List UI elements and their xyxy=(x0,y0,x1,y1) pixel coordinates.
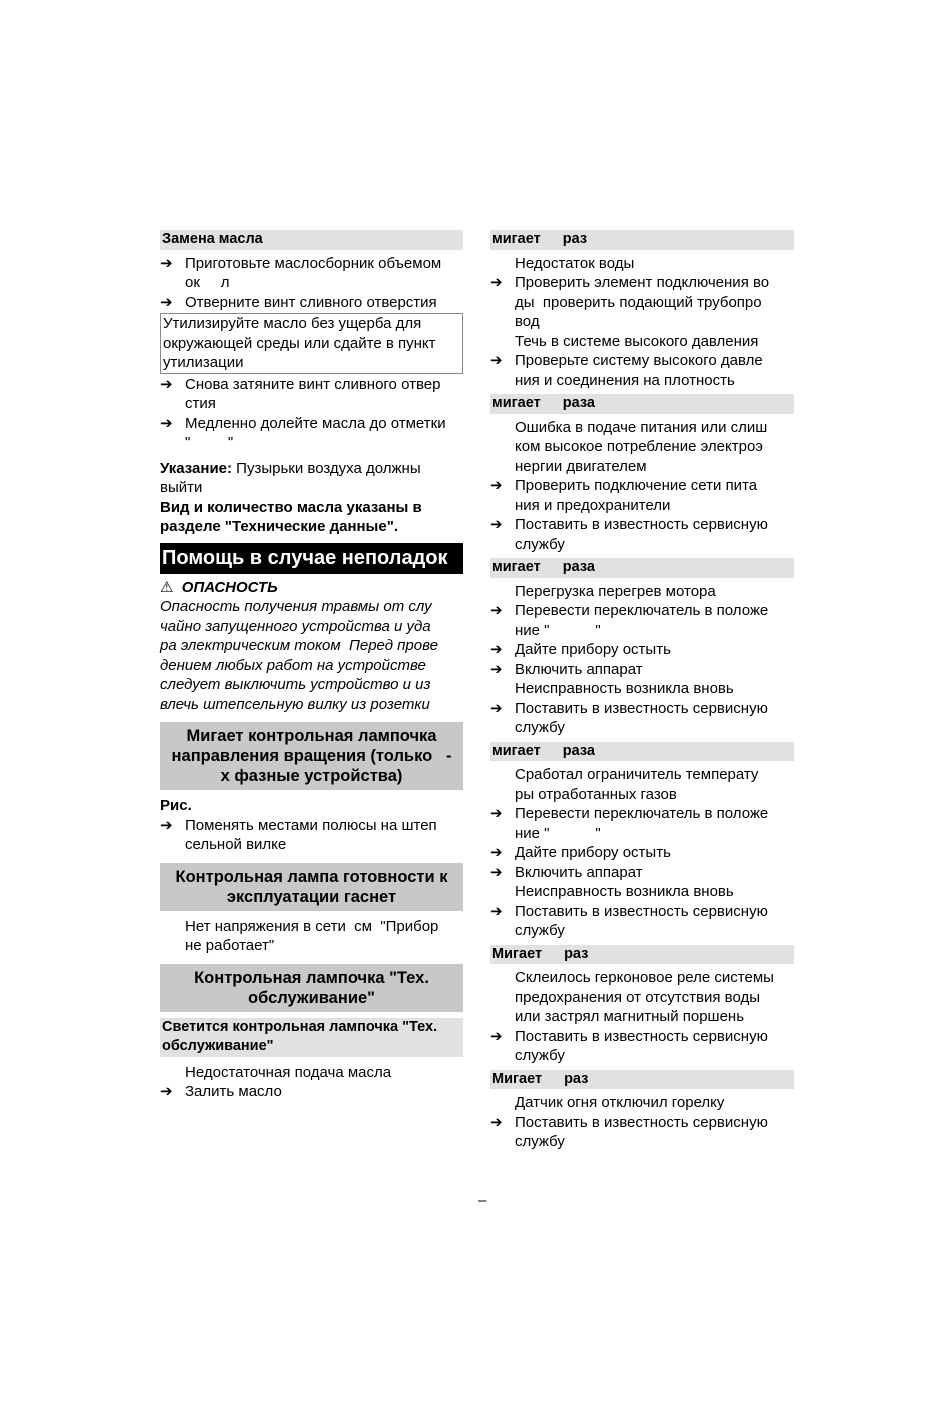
remedy-step xyxy=(490,1027,794,1066)
fault-cause: Склеилось герконовое реле системы предохранения от отсутствия воды или застрял магнитный поршень xyxy=(515,969,774,1025)
blink-code-heading xyxy=(490,230,794,250)
oil-step xyxy=(160,375,463,414)
step-text: Поставить в известность сервисную службу xyxy=(515,699,768,736)
oil-step xyxy=(160,254,463,293)
fault-cause: Неисправность возникла вновь xyxy=(515,883,734,900)
step-text: Поставить в известность сервисную службу xyxy=(515,1027,768,1064)
arrow-right-icon: ➔ xyxy=(490,699,503,717)
arrow-right-icon: ➔ xyxy=(490,805,503,822)
blink-count-label: раза xyxy=(562,395,595,411)
arrow-right-icon: ➔ xyxy=(160,414,173,432)
blink-code-heading xyxy=(490,742,794,762)
remedy-step xyxy=(490,902,794,941)
arrow-right-icon: ➔ xyxy=(490,352,503,369)
fault-cause: Недостаток воды xyxy=(515,254,635,272)
arrow-right-icon: ➔ xyxy=(490,1113,503,1131)
blink-code-block xyxy=(490,394,794,554)
arrow-right-icon: ➔ xyxy=(490,516,503,533)
blink-label: Мигает xyxy=(492,945,543,962)
remedy-step xyxy=(490,601,794,640)
rotation-lamp-heading: Мигает контрольная лампочка направления вращения (только - х фазные устройства) xyxy=(160,722,463,790)
remedy-step xyxy=(490,1113,794,1152)
step-text: Снова затяните винт сливного отвер стия xyxy=(185,375,441,412)
arrow-right-icon: ➔ xyxy=(490,863,503,881)
figure-label: Рис. xyxy=(160,797,192,814)
arrow-right-icon: ➔ xyxy=(490,660,503,678)
remedy-step xyxy=(490,804,794,843)
remedy-step xyxy=(490,843,794,863)
step-text: Поставить в известность сервисную службу xyxy=(515,516,768,553)
oil-spec-note: Вид и количество масла указаны в разделе "Технические данные". xyxy=(160,498,422,535)
arrow-right-icon: ➔ xyxy=(490,641,503,658)
service-lamp-subheading: Светится контрольная лампочка "Тех. обслуживание" xyxy=(160,1018,463,1057)
arrow-right-icon: ➔ xyxy=(160,816,173,834)
step-text: Включить аппарат xyxy=(515,660,643,678)
oil-step xyxy=(160,414,463,453)
remedy-step xyxy=(490,863,794,883)
blink-code-block xyxy=(490,742,794,941)
blink-code-block xyxy=(490,1070,794,1152)
troubleshooting-title: Помощь в случае неполадок xyxy=(160,543,463,574)
blink-count-label: раза xyxy=(562,559,595,575)
blink-code-block xyxy=(490,945,794,1066)
remedy-step xyxy=(490,699,794,738)
note-label: Указание: xyxy=(160,459,233,477)
blink-code-heading xyxy=(490,945,794,965)
step-text: Проверить элемент подключения во ды проверить подающий трубопро вод xyxy=(515,274,770,330)
service-step xyxy=(160,1082,463,1102)
blink-label: мигает xyxy=(492,559,541,575)
step-text: Поставить в известность сервисную службу xyxy=(515,902,768,939)
arrow-right-icon: ➔ xyxy=(490,477,503,494)
arrow-right-icon: ➔ xyxy=(490,902,503,920)
step-text: Проверить подключение сети пита ния и предохранители xyxy=(515,477,758,514)
arrow-right-icon: ➔ xyxy=(160,375,173,393)
blink-count-label: раза xyxy=(562,742,595,759)
fault-cause: Ошибка в подаче питания или слиш ком высокое потребление электроэ нергии двигателем xyxy=(515,418,768,475)
blink-code-heading xyxy=(490,558,794,578)
blink-code-heading xyxy=(490,1070,794,1090)
step-text: Дайте прибору остыть xyxy=(515,844,671,861)
step-text: Поставить в известность сервисную службу xyxy=(515,1113,768,1150)
step-text: Залить масло xyxy=(185,1083,282,1100)
danger-label: ОПАСНОСТЬ xyxy=(181,578,278,596)
arrow-right-icon: ➔ xyxy=(160,254,173,272)
step-text: Приготовьте маслосборник объемом ок л xyxy=(185,254,442,291)
ready-lamp-heading: Контрольная лампа готовности к эксплуатации гаснет xyxy=(160,863,463,911)
remedy-step xyxy=(490,273,794,332)
blink-label: Мигает xyxy=(492,1070,543,1087)
fault-cause: Течь в системе высокого давления xyxy=(515,332,759,350)
blink-count-label: раз xyxy=(562,231,588,247)
blink-count-label: раз xyxy=(564,945,589,962)
step-text: Поменять местами полюсы на штеп сельной вилке xyxy=(185,816,437,853)
note-text: Пузырьки воздуха должны выйти xyxy=(160,459,421,496)
oil-step xyxy=(160,293,463,313)
arrow-right-icon: ➔ xyxy=(160,293,173,311)
warning-triangle-icon: ⚠ xyxy=(160,578,174,596)
arrow-right-icon: ➔ xyxy=(160,1083,173,1100)
remedy-step xyxy=(490,351,794,390)
rotation-step xyxy=(160,816,463,855)
blink-code-heading xyxy=(490,394,794,414)
arrow-right-icon: ➔ xyxy=(490,602,503,619)
danger-text: Опасность получения травмы от слу чайно запущенного устройства и уда ра электрическим током Перед прове дением любых работ на устройстве следует выключить устройство и из влечь штепсельную вилку из розетки xyxy=(160,598,438,713)
step-text: Проверьте систему высокого давле ния и соединения на плотность xyxy=(515,352,763,389)
arrow-right-icon: ➔ xyxy=(490,844,503,861)
blink-label: мигает xyxy=(492,231,541,247)
danger-heading xyxy=(160,578,463,598)
disposal-note-box: Утилизируйте масло без ущерба для окружающей среды или сдайте в пункт утилизации xyxy=(160,313,463,374)
step-text: Включить аппарат xyxy=(515,863,643,881)
blink-code-block xyxy=(490,230,794,390)
step-text: Дайте прибору остыть xyxy=(515,641,671,658)
ready-lamp-text: Нет напряжения в сети см "Прибор не работает" xyxy=(185,917,439,954)
blink-count-label: раз xyxy=(564,1070,589,1087)
blink-label: мигает xyxy=(492,395,541,411)
section-heading-oil-change: Замена масла xyxy=(160,230,463,250)
service-lamp-heading: Контрольная лампочка "Тех. обслуживание" xyxy=(160,964,463,1012)
fault-cause: Датчик огня отключил горелку xyxy=(515,1094,725,1111)
step-text: Перевести переключатель в положе ние " " xyxy=(515,805,769,842)
fault-cause: Перегрузка перегрев мотора xyxy=(515,582,716,600)
arrow-right-icon: ➔ xyxy=(490,274,503,291)
remedy-step xyxy=(490,476,794,515)
fault-cause: Неисправность возникла вновь xyxy=(515,680,734,697)
service-cause: Недостаточная подача масла xyxy=(185,1063,392,1081)
right-column xyxy=(490,230,794,1156)
arrow-right-icon: ➔ xyxy=(490,1027,503,1045)
blink-code-block xyxy=(490,558,794,738)
blink-label: мигает xyxy=(492,742,541,759)
fault-cause: Сработал ограничитель температу ры отработанных газов xyxy=(515,766,759,803)
page-number: – xyxy=(478,1192,487,1209)
remedy-step xyxy=(490,515,794,554)
step-text: Медленно долейте масла до отметки " " xyxy=(185,414,446,451)
left-column xyxy=(160,230,463,1102)
remedy-step xyxy=(490,640,794,660)
remedy-step xyxy=(490,660,794,680)
step-text: Отверните винт сливного отверстия xyxy=(185,293,437,311)
step-text: Перевести переключатель в положе ние " " xyxy=(515,602,769,639)
note-paragraph xyxy=(160,459,463,498)
